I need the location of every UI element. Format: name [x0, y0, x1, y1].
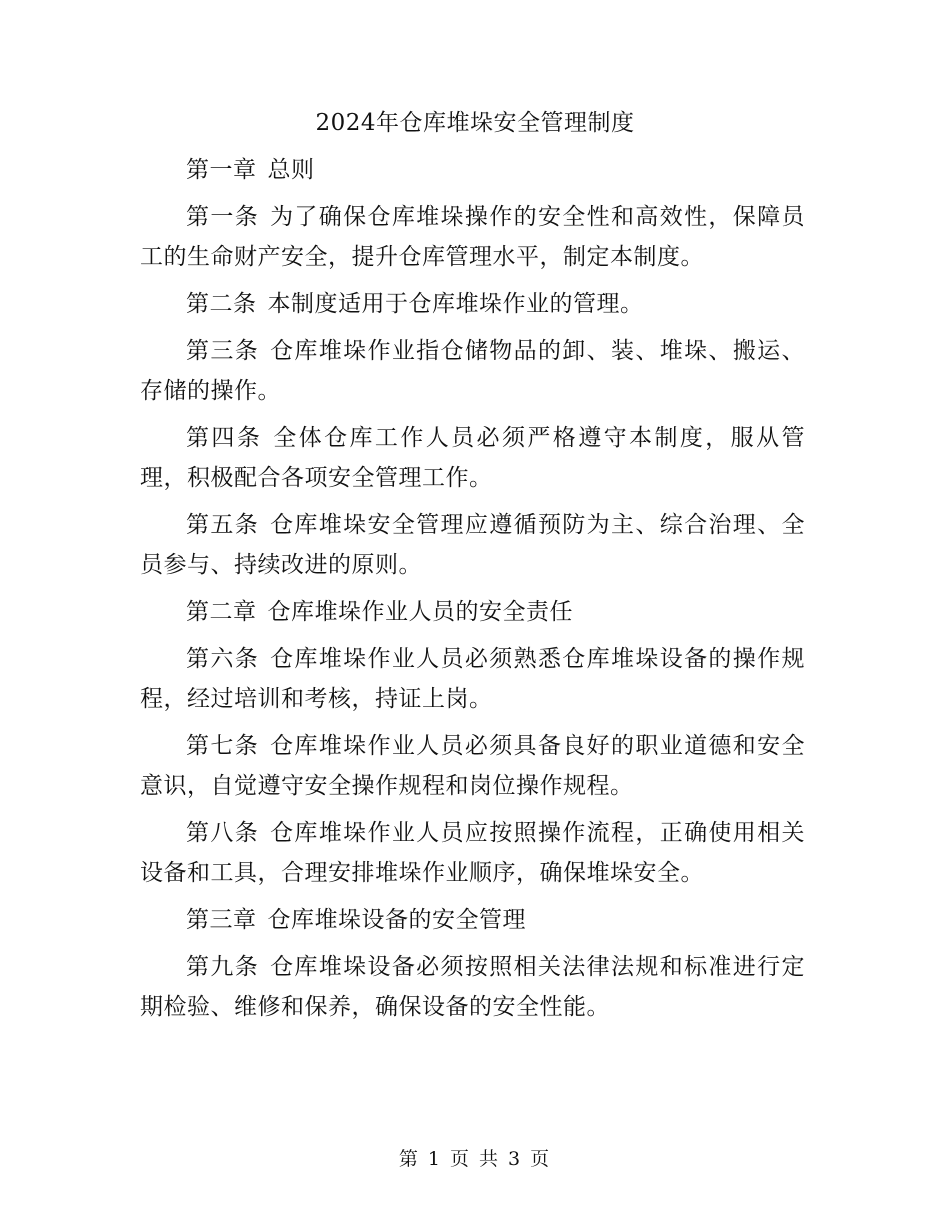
paragraph-text: 全体仓库工作人员必须严格遵守本制度，服从管理，积极配合各项安全管理工作。 — [140, 425, 806, 491]
paragraph-text: 仓库堆垛设备必须按照相关法律法规和标准进行定期检验、维修和保养，确保设备的安全性能。 — [140, 954, 805, 1020]
paragraph-label: 第一章 — [186, 157, 257, 183]
paragraph-label: 第二条 — [186, 291, 257, 317]
paragraph-label: 第九条 — [186, 954, 260, 980]
paragraph-text: 为了确保仓库堆垛操作的安全性和高效性，保障员工的生命财产安全，提升仓库管理水平，制定本制度。 — [140, 204, 805, 270]
paragraph-article-7 — [140, 726, 805, 806]
paragraph-article-2 — [140, 284, 805, 324]
paragraph-chapter-2 — [140, 592, 805, 632]
paragraph-label: 第二章 — [186, 599, 257, 625]
paragraph-text: 仓库堆垛作业人员必须熟悉仓库堆垛设备的操作规程，经过培训和考核，持证上岗。 — [140, 646, 805, 712]
paragraph-chapter-1 — [140, 150, 805, 190]
document-body — [140, 150, 805, 1034]
paragraph-label: 第六条 — [186, 646, 260, 672]
page-number-footer: 第 1 页 共 3 页 — [398, 1148, 552, 1170]
paragraph-article-9 — [140, 947, 805, 1027]
paragraph-article-4 — [140, 418, 805, 498]
paragraph-text: 仓库堆垛作业人员的安全责任 — [267, 599, 573, 625]
paragraph-text: 仓库堆垛作业人员应按照操作流程，正确使用相关设备和工具，合理安排堆垛作业顺序，确保堆垛安全。 — [140, 820, 805, 886]
paragraph-label: 第四条 — [186, 425, 263, 451]
paragraph-article-5 — [140, 505, 805, 585]
paragraph-chapter-3 — [140, 900, 805, 940]
paragraph-text: 仓库堆垛作业人员必须具备良好的职业道德和安全意识，自觉遵守安全操作规程和岗位操作规程。 — [140, 733, 805, 799]
paragraph-text: 总则 — [267, 157, 315, 183]
paragraph-label: 第三章 — [186, 907, 257, 933]
paragraph-label: 第一条 — [186, 204, 260, 230]
paragraph-text: 仓库堆垛安全管理应遵循预防为主、综合治理、全员参与、持续改进的原则。 — [140, 512, 805, 578]
paragraph-text: 仓库堆垛作业指仓储物品的卸、装、堆垛、搬运、存储的操作。 — [140, 338, 805, 404]
paragraph-text: 本制度适用于仓库堆垛作业的管理。 — [267, 291, 644, 317]
paragraph-label: 第五条 — [186, 512, 260, 538]
paragraph-article-6 — [140, 639, 805, 719]
paragraph-article-3 — [140, 331, 805, 411]
document-title: 2024年仓库堆垛安全管理制度 — [315, 110, 635, 136]
paragraph-label: 第三条 — [186, 338, 260, 364]
paragraph-article-1 — [140, 197, 805, 277]
paragraph-text: 仓库堆垛设备的安全管理 — [267, 907, 526, 933]
paragraph-label: 第八条 — [186, 820, 260, 846]
paragraph-label: 第七条 — [186, 733, 260, 759]
paragraph-article-8 — [140, 813, 805, 893]
